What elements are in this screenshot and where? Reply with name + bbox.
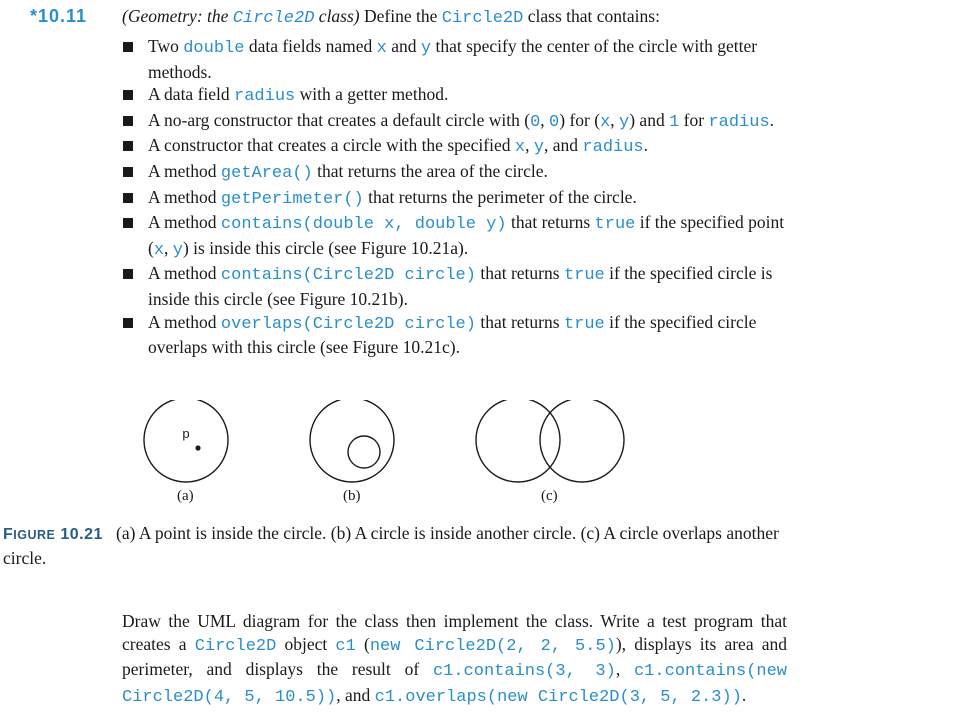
- text: object: [276, 633, 336, 654]
- bullet-square-icon: [123, 116, 133, 126]
- circle-outer-a: [144, 400, 228, 482]
- figure-a-point-inside: [144, 400, 228, 482]
- code: x: [376, 39, 387, 58]
- text: Two: [148, 36, 184, 56]
- circle-inner-b: [348, 436, 380, 468]
- text: that returns: [506, 212, 595, 233]
- caption-label-num: 10.21: [60, 526, 103, 543]
- bullet-square-icon: [123, 269, 133, 279]
- code: x: [153, 240, 165, 260]
- code: radius: [582, 138, 644, 158]
- text: ,: [525, 135, 534, 156]
- bullet-square-icon: [123, 42, 133, 52]
- code: contains(double x, double y): [220, 215, 507, 235]
- code: getPerimeter(): [220, 189, 364, 209]
- text: ) and: [629, 109, 670, 130]
- code: overlaps(Circle2D circle): [220, 314, 476, 334]
- code: radius: [234, 87, 296, 107]
- text: that returns the area of the circle.: [312, 160, 548, 181]
- text: that returns: [475, 263, 564, 284]
- title-prefix: (Geometry: the: [122, 6, 233, 26]
- task-paragraph: [122, 610, 787, 709]
- text: for: [679, 109, 709, 130]
- code: y: [619, 112, 630, 132]
- intro-code: Circle2D: [441, 9, 524, 28]
- code: double: [183, 39, 245, 58]
- code: x: [600, 112, 611, 132]
- code: new Circle2D(2, 2, 5.5): [369, 636, 616, 656]
- bullet-square-icon: [123, 167, 133, 177]
- text: .: [769, 109, 775, 130]
- text: that returns: [475, 311, 564, 332]
- bullet-square-icon: [123, 141, 133, 151]
- text: A no-arg constructor that creates a default circle with (: [148, 109, 531, 130]
- text: ), displays its area and perimeter, and displays the result of: [122, 633, 788, 680]
- code: c1.contains(3, 3): [432, 662, 616, 682]
- point-label: p: [182, 426, 190, 441]
- text: A constructor that creates a circle with the specified: [148, 135, 515, 156]
- bullet-square-icon: [123, 193, 133, 203]
- text: that specify the center of the circle with getter methods.: [148, 36, 758, 82]
- text: Draw the UML diagram for the class then implement the class. Write a test program that creates a: [122, 611, 787, 654]
- code: true: [563, 314, 605, 334]
- code: y: [533, 138, 545, 158]
- text: data fields named: [244, 36, 377, 56]
- figure-b-circle-inside: [310, 400, 394, 482]
- code: true: [594, 215, 636, 235]
- intro-prefix: Define the: [359, 6, 442, 26]
- text: ,: [164, 237, 173, 258]
- list-item: [122, 262, 787, 310]
- exercise-number: *10.11: [30, 6, 88, 26]
- list-item: [122, 211, 787, 262]
- bullet-square-icon: [123, 318, 133, 328]
- text: ) for (: [559, 109, 601, 130]
- requirements-list: [122, 35, 787, 359]
- code: getArea(): [220, 163, 313, 183]
- code: c1.overlaps(new Circle2D(3, 5, 2.3)): [374, 687, 742, 707]
- code: radius: [708, 112, 770, 132]
- text: (: [355, 633, 370, 654]
- text: ,: [615, 659, 634, 680]
- text: ) is inside this circle (see Figure 10.21a).: [182, 237, 469, 258]
- figure-label-c: (c): [541, 488, 558, 504]
- text: ,: [540, 109, 550, 130]
- code: y: [172, 240, 183, 260]
- figure-label-a: (a): [177, 488, 194, 504]
- text: .: [741, 684, 747, 705]
- bullet-square-icon: [123, 218, 133, 228]
- code: true: [563, 266, 605, 286]
- circle-right-c: [540, 400, 624, 482]
- code: contains(Circle2D circle): [220, 266, 476, 286]
- text: A method: [148, 186, 221, 207]
- list-item: [122, 109, 787, 135]
- code: Circle2D: [194, 636, 277, 656]
- caption-label-first: F: [3, 526, 14, 543]
- list-item: [122, 134, 787, 160]
- list-item: [122, 160, 787, 186]
- code: 1: [669, 112, 680, 132]
- list-item: [122, 83, 787, 109]
- text: A data field: [148, 84, 235, 105]
- text: A method: [148, 263, 221, 284]
- text: , and: [336, 684, 375, 705]
- title-suffix: class): [314, 6, 360, 26]
- figure-label-b: (b): [343, 488, 361, 504]
- intro-suffix: class that contains:: [523, 6, 660, 26]
- list-item: [122, 35, 787, 83]
- list-item: [122, 186, 787, 212]
- caption-text: (a) A point is inside the circle. (b) A circle is inside another circle. (c) A circle overlaps another circle.: [3, 523, 779, 568]
- text: A method: [148, 160, 221, 181]
- exercise-heading: [122, 6, 660, 28]
- list-item: [122, 311, 787, 359]
- circle-left-c: [476, 400, 560, 482]
- code: x: [514, 138, 526, 158]
- bullet-square-icon: [123, 90, 133, 100]
- text: A method: [148, 311, 221, 332]
- caption-label-rest: IGURE: [13, 528, 56, 542]
- code: y: [420, 39, 432, 58]
- text: with a getter method.: [295, 84, 449, 105]
- code: c1: [335, 636, 356, 656]
- code: 0: [530, 112, 541, 132]
- code: c1.contains(new Circle2D(4, 5, 10.5)): [122, 662, 788, 707]
- text: that returns the perimeter of the circle.: [363, 186, 637, 207]
- text: ,: [610, 109, 620, 130]
- text: if the specified circle is inside this circle (see Figure 10.21b).: [148, 263, 773, 309]
- text: if the specified circle overlaps with this circle (see Figure 10.21c).: [148, 311, 757, 358]
- text: if the specified point (: [148, 212, 785, 258]
- text: .: [643, 135, 649, 156]
- code: 0: [549, 112, 560, 132]
- text: and: [386, 36, 421, 56]
- figure-c-overlap: [476, 400, 624, 482]
- figure-caption: [3, 522, 783, 569]
- text: , and: [544, 135, 583, 156]
- caption-label: [3, 526, 103, 543]
- point-dot: [195, 445, 200, 450]
- figure-circles: [130, 400, 650, 490]
- text: A method: [148, 212, 221, 233]
- title-code: Circle2D: [232, 9, 315, 28]
